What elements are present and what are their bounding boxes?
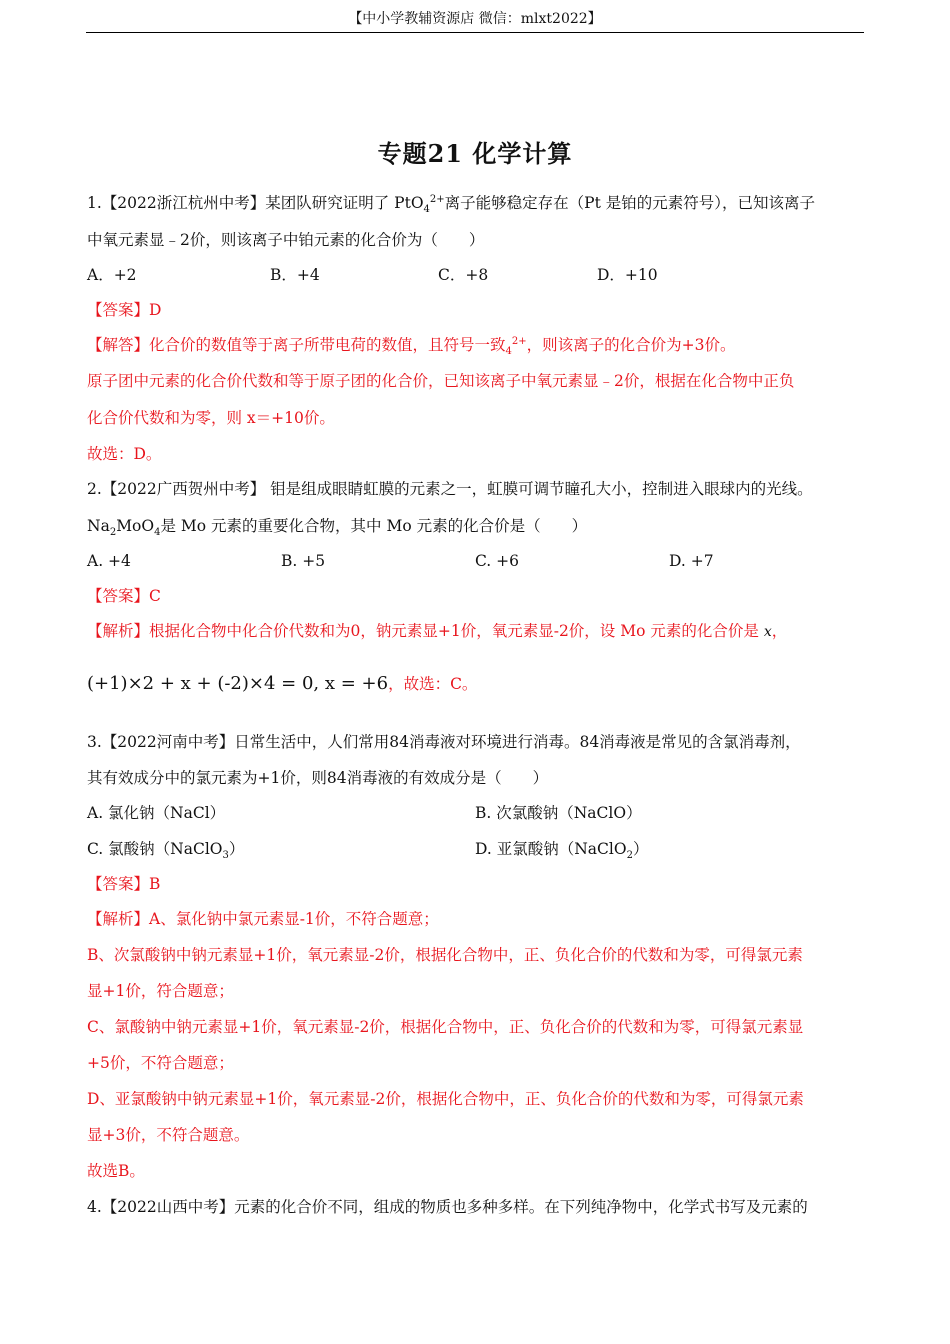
- q3-option-c: C. 氯酸钠（NaClO$_3$）: [87, 840, 245, 862]
- q3-stem-line1: 3.【2022河南中考】日常生活中，人们常用84消毒液对环境进行消毒。84消毒液是常见的含氯消毒剂，: [87, 733, 801, 751]
- q1-option-d: D．+10: [597, 266, 658, 284]
- q2-stem-line1: 2.【2022广西贺州中考】 钼是组成眼睛虹膜的元素之一，虹膜可调节瞳孔大小，控制进入眼球内的光线。: [87, 480, 813, 498]
- q3-choice: 故选B。: [87, 1162, 145, 1180]
- q1-explanation-line2: 原子团中元素的化合价代数和等于原子团的化合价，已知该离子中氧元素显﹣2价，根据在化合物中正负: [87, 372, 795, 390]
- q3-option-a: A. 氯化钠（NaCl）: [87, 804, 226, 822]
- q2-choice: ，故选：C。: [388, 675, 478, 693]
- q3-answer: 【答案】B: [87, 875, 161, 893]
- q2-formula: (+1)×2 + x + (-2)×4 = 0, x = +6: [87, 673, 389, 694]
- q1-explanation-line1: 【解答】化合价的数值等于离子所带电荷的数值，且符号一致$_4^{2+}$，则该离子的化合价为+3价。: [87, 335, 736, 358]
- q1-option-c: C．+8: [438, 266, 489, 284]
- q3-explanation-a: 【解析】A、氯化钠中氯元素显-1价，不符合题意；: [87, 910, 439, 928]
- q2-option-c: C. +6: [475, 552, 520, 570]
- q1-stem-line1: 1.【2022浙江杭州中考】某团队研究证明了 PtO$_4^{2+}$离子能够稳定存在（Pt 是铂的元素符号），已知该离子: [87, 193, 815, 216]
- q4-stem-line1: 4.【2022山西中考】元素的化合价不同，组成的物质也多种多样。在下列纯净物中，化学式书写及元素的: [87, 1198, 808, 1216]
- q2-explanation-line1: 【解析】根据化合物中化合价代数和为0，钠元素显+1价，氧元素显-2价，设 Mo 元素的化合价是 x，: [87, 622, 788, 640]
- q3-explanation-b-line1: B、次氯酸钠中钠元素显+1价，氧元素显-2价，根据化合物中，正、负化合价的代数和为零，可得氯元素: [87, 946, 803, 964]
- q3-option-b: B. 次氯酸钠（NaClO）: [475, 804, 642, 822]
- q2-stem-line2: $Na_2MoO_4$是 Mo 元素的重要化合物，其中 Mo 元素的化合价是（ ）: [87, 517, 588, 539]
- q2-option-a: A. +4: [87, 552, 131, 570]
- page-title: 专题21 化学计算: [377, 139, 573, 168]
- q3-option-d: D. 亚氯酸钠（NaClO$_2$）: [475, 840, 649, 862]
- q3-explanation-c-line1: C、氯酸钠中钠元素显+1价，氧元素显-2价，根据化合物中，正、负化合价的代数和为零，可得氯元素显: [87, 1018, 804, 1036]
- q1-choice: 故选：D。: [87, 445, 162, 463]
- q1-option-b: B．+4: [270, 266, 320, 284]
- q3-explanation-c-line2: +5价，不符合题意；: [87, 1054, 234, 1072]
- q3-explanation-d-line1: D、亚氯酸钠中钠元素显+1价，氧元素显-2价，根据化合物中，正、负化合价的代数和为零，可得氯元素: [87, 1090, 804, 1108]
- q1-explanation-line3: 化合价代数和为零，则 x＝+10价。: [87, 409, 335, 427]
- q1-answer: 【答案】D: [87, 301, 162, 319]
- q2-formula-line: [87, 673, 477, 695]
- q1-stem-line2: 中氧元素显﹣2价，则该离子中铂元素的化合价为（ ）: [87, 231, 485, 249]
- page-header: 【中小学教辅资源店 微信：mlxt2022】: [86, 8, 864, 33]
- q2-option-d: D. +7: [669, 552, 714, 570]
- q3-stem-line2: 其有效成分中的氯元素为+1价，则84消毒液的有效成分是（ ）: [87, 769, 549, 787]
- q3-explanation-d-line2: 显+3价，不符合题意。: [87, 1126, 250, 1144]
- q3-explanation-b-line2: 显+1价，符合题意；: [87, 982, 234, 1000]
- q1-option-a: A．+2: [87, 266, 137, 284]
- q2-option-b: B. +5: [281, 552, 326, 570]
- q2-answer: 【答案】C: [87, 587, 161, 605]
